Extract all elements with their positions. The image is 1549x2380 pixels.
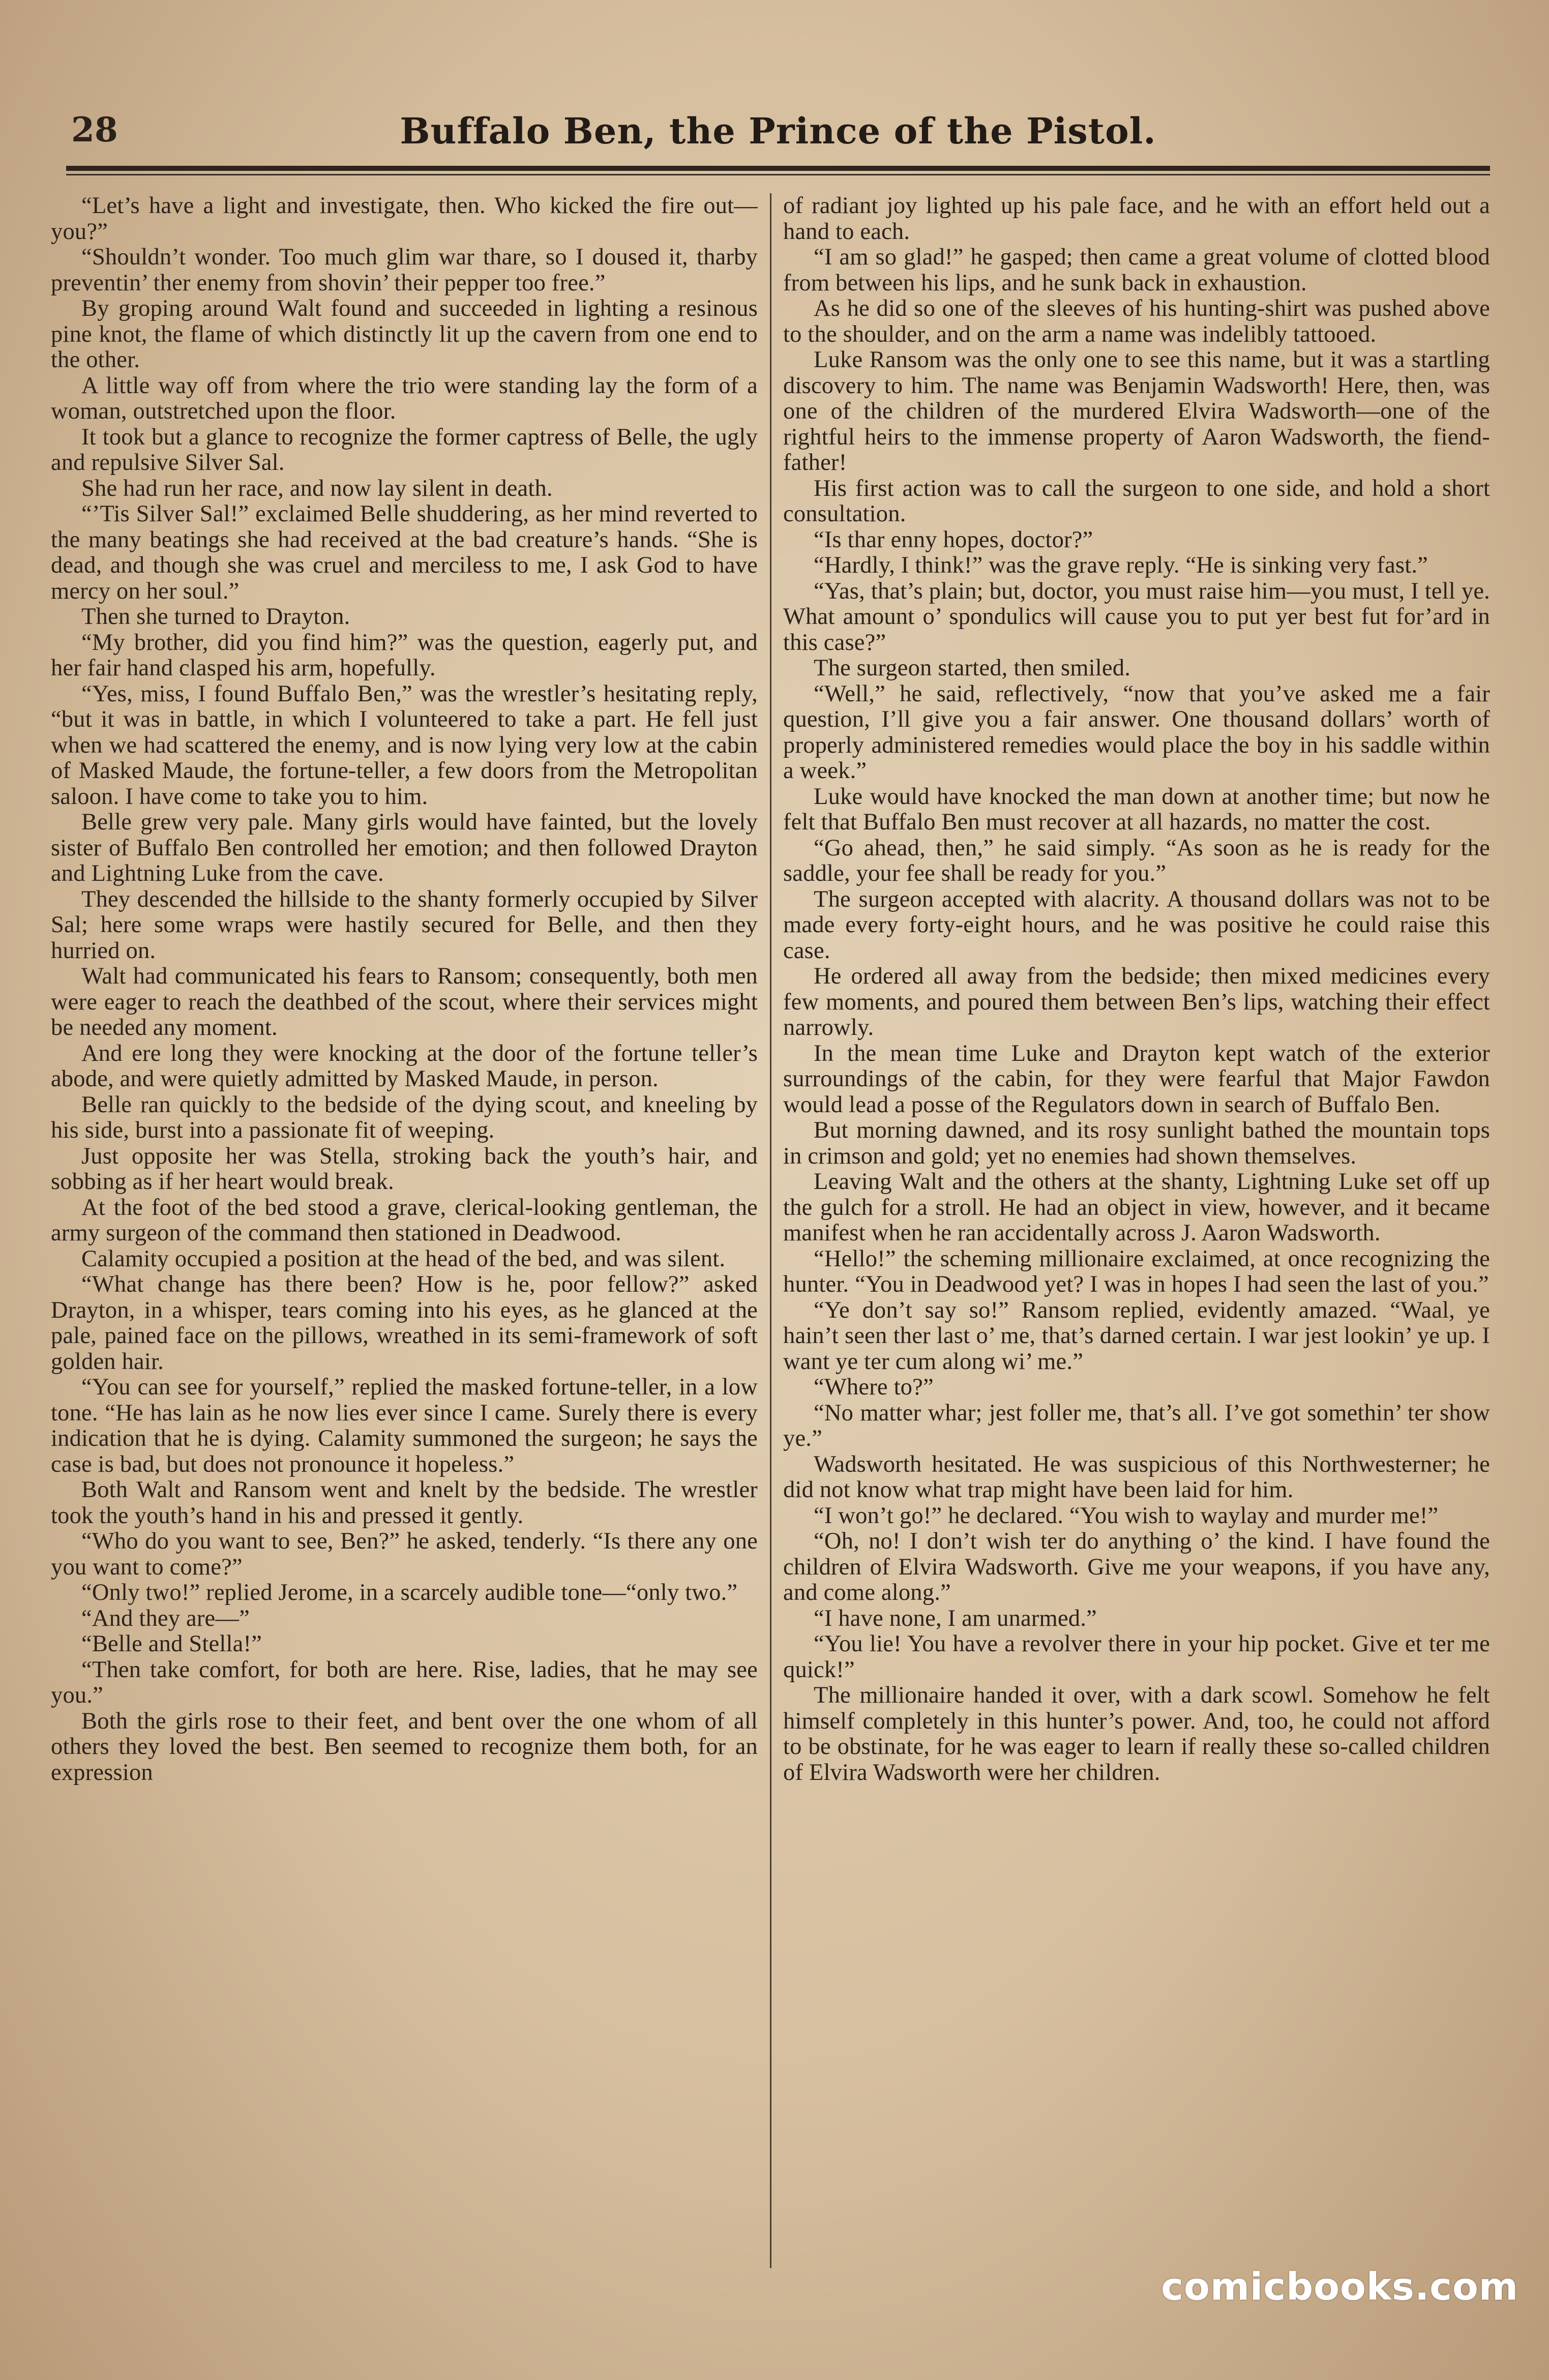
paragraph: “Where to?” <box>814 1374 934 1400</box>
paragraph: “Go ahead, then,” he said simply. “As soon as he is ready for the saddle, your fee shall be ready for you.” <box>783 835 1490 886</box>
paragraph: “Only two!” replied Jerome, in a scarcely audible tone—“only two.” <box>81 1580 738 1605</box>
paragraph: Belle ran quickly to the bedside of the dying scout, and kneeling by his side, burst into a passionate fit of weeping. <box>51 1091 758 1143</box>
paragraph: “’Tis Silver Sal!” exclaimed Belle shuddering, as her mind reverted to the many beatings she had received at the bad creature’s hands. “She is dead, and though she was cruel and merciless to me, I ask God to have mercy on her soul.” <box>51 501 758 604</box>
paragraph: As he did so one of the sleeves of his hunting-shirt was pushed above to the shoulder, and on the arm a name was indelibly tattooed. <box>783 295 1490 347</box>
paragraph: His first action was to call the surgeon to one side, and hold a short consultation. <box>783 475 1490 527</box>
paragraph: “No matter whar; jest foller me, that’s all. I’ve got somethin’ ter show ye.” <box>783 1400 1490 1451</box>
paragraph: “Yas, that’s plain; but, doctor, you must raise him—you must, I tell ye. What amount o’ spondulics will cause you to put yer best fut for’ard in this case?” <box>783 578 1490 656</box>
paragraph: “What change has there been? How is he, poor fellow?” asked Drayton, in a whisper, tears coming into his eyes, as he glanced at the pale, pained face on the pillows, wreathed in its semi-framework of soft golden hair. <box>51 1271 758 1375</box>
paragraph: In the mean time Luke and Drayton kept watch of the exterior surroundings of the cabin, for they were fearful that Major Fawdon would lead a posse of the Regulators down in search of Buffalo Ben. <box>783 1040 1490 1118</box>
paragraph: Luke would have knocked the man down at another time; but now he felt that Buffalo Ben must recover at all hazards, no matter the cost. <box>783 783 1490 835</box>
paragraph: “Hello!” the scheming millionaire exclaimed, at once recognizing the hunter. “You in Deadwood yet? I was in hopes I had seen the last of you.” <box>783 1245 1490 1297</box>
paragraph: “You lie! You have a revolver there in your hip pocket. Give et ter me quick!” <box>783 1631 1490 1683</box>
paragraph: “I won’t go!” he declared. “You wish to waylay and murder me!” <box>814 1502 1439 1529</box>
paragraph: And ere long they were knocking at the door of the fortune teller’s abode, and were quietly admitted by Masked Maude, in person. <box>51 1040 758 1092</box>
paragraph: By groping around Walt found and succeeded in lighting a resinous pine knot, the flame of which distinctly lit up the cavern from one end to the other. <box>51 295 758 373</box>
watermark: comicbooks.com <box>1161 2265 1518 2309</box>
paragraph: of radiant joy lighted up his pale face, and he with an effort held out a hand to each. <box>783 193 1490 245</box>
header-rule-thin <box>66 174 1490 175</box>
header-rule <box>66 166 1490 171</box>
paragraph: “I have none, I am unarmed.” <box>814 1605 1097 1631</box>
paragraph: Just opposite her was Stella, stroking back the youth’s hair, and sobbing as if her heart would break. <box>51 1143 758 1195</box>
page-number: 28 <box>71 110 118 150</box>
paragraph: Both Walt and Ransom went and knelt by the bedside. The wrestler took the youth’s hand in his and pressed it gently. <box>51 1477 758 1529</box>
paragraph: But morning dawned, and its rosy sunlight bathed the mountain tops in crimson and gold; yet no enemies had shown themselves. <box>783 1117 1490 1169</box>
paragraph: “Oh, no! I don’t wish ter do anything o’ the kind. I have found the children of Elvira Wadsworth. Give me your weapons, if you have any, and come along.” <box>783 1528 1490 1605</box>
paragraph: At the foot of the bed stood a grave, clerical-looking gentleman, the army surgeon of the command then stationed in Deadwood. <box>51 1194 758 1246</box>
paragraph: “You can see for yourself,” replied the masked fortune-teller, in a low tone. “He has lain as he now lies ever since I came. Surely there is every indication that he is dying. Calamity summoned the surgeon; he says the case is bad, but does not pronounce it hopeless.” <box>51 1374 758 1477</box>
paragraph: It took but a glance to recognize the former captress of Belle, the ugly and repulsive Silver Sal. <box>51 424 758 475</box>
paragraph: The millionaire handed it over, with a dark scowl. Somehow he felt himself completely in this hunter’s power. And, too, he could not afford to be obstinate, for he was eager to learn if really these so-called children of Elvira Wadsworth were her children. <box>783 1682 1490 1786</box>
paragraph: “I am so glad!” he gasped; then came a great volume of clotted blood from between his lips, and he sunk back in exhaustion. <box>783 244 1490 296</box>
paragraph: They descended the hillside to the shanty formerly occupied by Silver Sal; here some wraps were hastily secured for Belle, and then they hurried on. <box>51 886 758 964</box>
right-column <box>783 193 1490 2278</box>
paragraph: “Well,” he said, reflectively, “now that you’ve asked me a fair question, I’ll give you a fair answer. One thousand dollars’ worth of properly administered remedies would place the boy in his saddle within a week.” <box>783 680 1490 784</box>
paragraph: Luke Ransom was the only one to see this name, but it was a startling discovery to him. The name was Benjamin Wadsworth! Here, then, was one of the children of the murdered Elvira Wadsworth—one of the rightful heirs to the immense property of Aaron Wadsworth, the fiend-father! <box>783 347 1490 475</box>
paragraph: She had run her race, and now lay silent in death. <box>81 475 553 501</box>
paragraph: “Belle and Stella!” <box>81 1631 262 1657</box>
paragraph: “Ye don’t say so!” Ransom replied, evidently amazed. “Waal, ye hain’t seen ther last o’ me, that’s darned certain. I war jest lookin’ ye up. I want ye ter cum along wi’ me.” <box>783 1297 1490 1375</box>
paragraph: The surgeon accepted with alacrity. A thousand dollars was not to be made every forty-eight hours, and he was positive he could raise this case. <box>783 886 1490 964</box>
paragraph: “Is thar enny hopes, doctor?” <box>814 526 1093 553</box>
paragraph: “Who do you want to see, Ben?” he asked, tenderly. “Is there any one you want to come?” <box>51 1528 758 1580</box>
paragraph: Leaving Walt and the others at the shanty, Lightning Luke set off up the gulch for a stroll. He had an object in view, however, and it became manifest when he ran accidentally across J. Aaron Wadsworth. <box>783 1169 1490 1246</box>
paragraph: Wadsworth hesitated. He was suspicious of this Northwesterner; he did not know what trap might have been laid for him. <box>783 1451 1490 1503</box>
paragraph: “Hardly, I think!” was the grave reply. “He is sinking very fast.” <box>814 552 1428 578</box>
column-divider <box>770 193 771 2268</box>
left-column <box>51 193 758 2278</box>
paragraph: “My brother, did you find him?” was the question, eagerly put, and her fair hand clasped his arm, hopefully. <box>51 629 758 681</box>
paragraph: A little way off from where the trio were standing lay the form of a woman, outstretched upon the floor. <box>51 372 758 424</box>
paragraph: “Let’s have a light and investigate, then. Who kicked the fire out—you?” <box>51 193 758 245</box>
paragraph: “And they are—” <box>81 1605 250 1631</box>
page-header <box>71 102 1485 158</box>
paragraph: “Yes, miss, I found Buffalo Ben,” was the wrestler’s hesitating reply, “but it was in battle, in which I volunteered to take a part. He fell just when we had scattered the enemy, and is now lying very low at the cabin of Masked Maude, the fortune-teller, a few doors from the Metropolitan saloon. I have come to take you to him. <box>51 680 758 810</box>
running-title: Buffalo Ben, the Prince of the Pistol. <box>400 110 1156 152</box>
paragraph: The surgeon started, then smiled. <box>814 655 1131 681</box>
paragraph: Then she turned to Drayton. <box>81 604 350 630</box>
paragraph: He ordered all away from the bedside; then mixed medicines every few moments, and poured them between Ben’s lips, watching their effect narrowly. <box>783 963 1490 1040</box>
paragraph: Both the girls rose to their feet, and bent over the one whom of all others they loved the best. Ben seemed to recognize them both, for an expression <box>51 1708 758 1786</box>
paragraph: “Shouldn’t wonder. Too much glim war thare, so I doused it, tharby preventin’ ther enemy from shovin’ their pepper too free.” <box>51 244 758 296</box>
paragraph: Calamity occupied a position at the head of the bed, and was silent. <box>81 1245 726 1272</box>
paragraph: Walt had communicated his fears to Ransom; consequently, both men were eager to reach the deathbed of the scout, where their services might be needed any moment. <box>51 963 758 1040</box>
paragraph: Belle grew very pale. Many girls would have fainted, but the lovely sister of Buffalo Ben controlled her emotion; and then followed Drayton and Lightning Luke from the cave. <box>51 809 758 886</box>
paragraph: “Then take comfort, for both are here. Rise, ladies, that he may see you.” <box>51 1656 758 1708</box>
